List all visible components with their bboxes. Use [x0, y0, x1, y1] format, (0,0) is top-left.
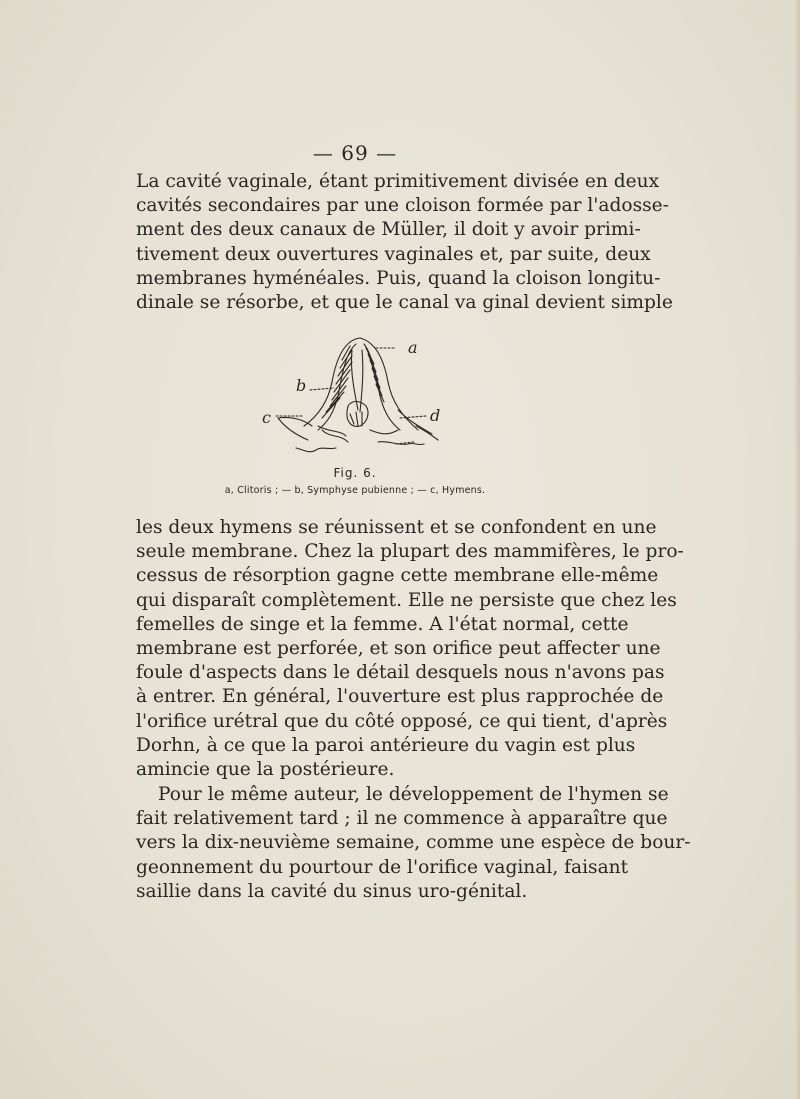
- text-line: amincie que la postérieure.: [136, 759, 395, 781]
- text-line: La cavité vaginale, étant primitivement divisée en deux: [136, 171, 660, 192]
- anatomical-figure: [248, 330, 468, 460]
- text-line: fait relativement tard ; il ne commence à apparaître que: [136, 808, 668, 830]
- label-d: d: [430, 406, 441, 425]
- text-line: femelles de singe et la femme. A l'état normal, cette: [136, 613, 629, 635]
- label-b: b: [296, 376, 307, 395]
- figure-legend: a, Clitoris ; — b, Symphyse pubienne ; — c, Hymens.: [224, 485, 486, 496]
- text-line: les deux hymens se réunissent et se confondent en une: [136, 517, 657, 538]
- text-line: cessus de résorption gagne cette membrane elle-même: [136, 565, 659, 587]
- text-line: à entrer. En général, l'ouverture est plus rapprochée de: [136, 686, 664, 708]
- text-line: tivement deux ouvertures vaginales et, par suite, deux: [136, 243, 651, 265]
- text-line: geonnement du pourtour de l'orifice vaginal, faisant: [136, 856, 629, 878]
- text-line: membranes hyménéales. Puis, quand la cloison longitu-: [136, 267, 661, 289]
- label-a: a: [408, 338, 418, 357]
- page-number: — 69 —: [312, 141, 398, 165]
- figure-caption: Fig. 6.: [333, 466, 377, 480]
- text-line: vers la dix-neuvième semaine, comme une espèce de bour-: [136, 832, 691, 854]
- text-line: seule membrane. Chez la plupart des mammifères, le pro-: [136, 541, 684, 563]
- paragraph-3: [136, 783, 691, 904]
- text-line: Dorhn, à ce que la paroi antérieure du vagin est plus: [136, 734, 636, 756]
- label-c: c: [262, 408, 271, 427]
- paragraph-2: [136, 516, 684, 782]
- text-line: Pour le même auteur, le développement de l'hymen se: [158, 784, 669, 805]
- text-line: saillie dans la cavité du sinus uro-génital.: [136, 880, 528, 902]
- text-line: cavités secondaires par une cloison formée par l'adosse-: [136, 195, 669, 217]
- text-line: membrane est perforée, et son orifice peut affecter une: [136, 638, 661, 660]
- figure-illustration: [248, 330, 468, 460]
- text-line: ment des deux canaux de Müller, il doit y avoir primi-: [136, 219, 641, 241]
- text-line: foule d'aspects dans le détail desquels nous n'avons pas: [136, 662, 665, 684]
- paragraph-1: [136, 170, 673, 315]
- page-edge: [794, 0, 800, 1099]
- text-line: qui disparaît complètement. Elle ne persiste que chez les: [136, 589, 677, 611]
- text-line: dinale se résorbe, et que le canal va ginal devient simple: [136, 292, 673, 314]
- text-line: l'orifice urétral que du côté opposé, ce qui tient, d'après: [136, 710, 668, 732]
